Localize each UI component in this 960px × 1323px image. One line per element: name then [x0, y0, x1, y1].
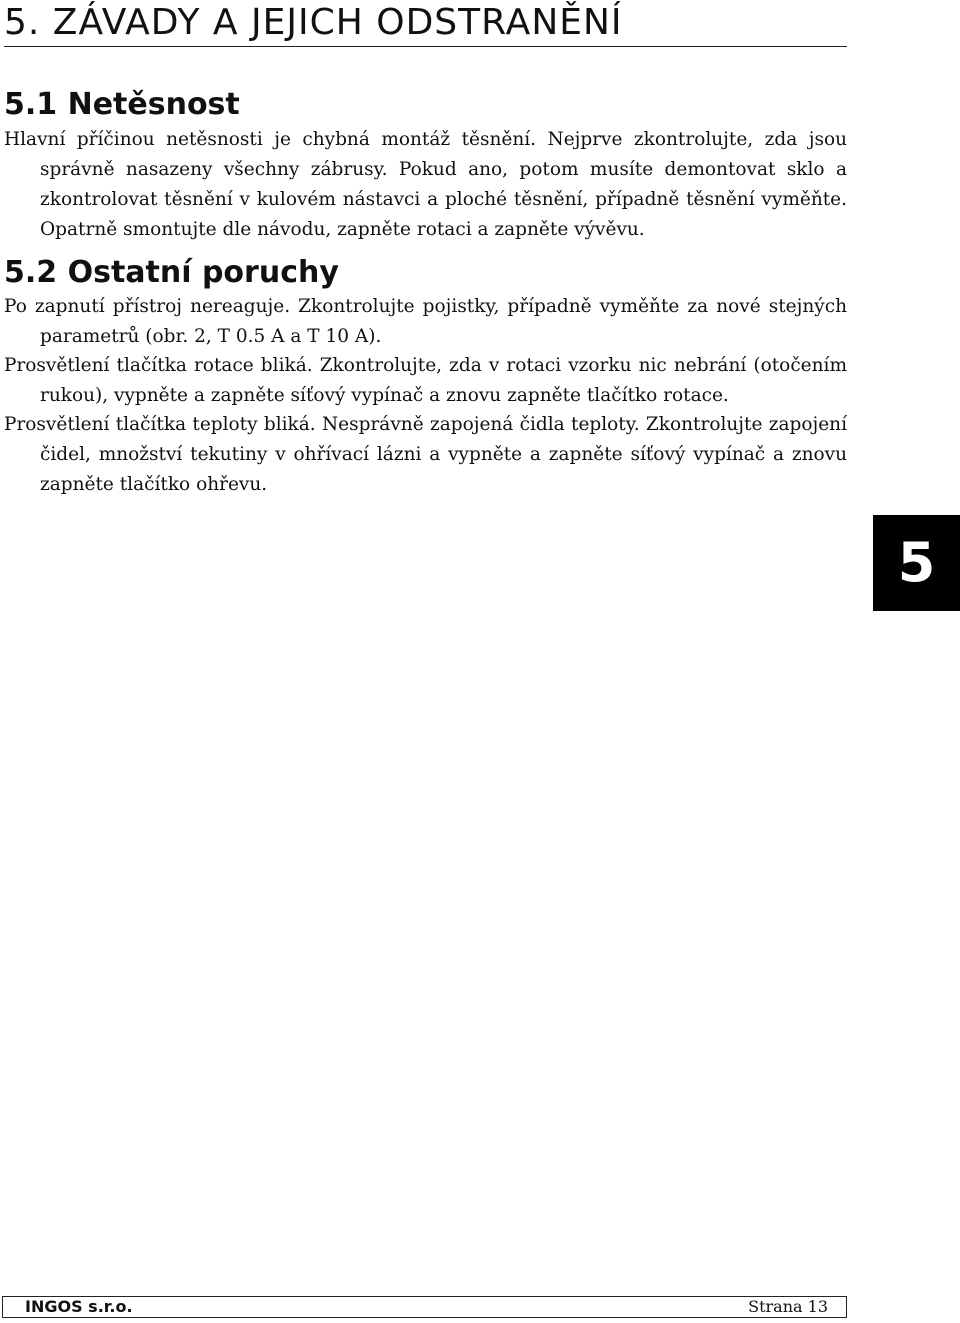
chapter-thumb-tab: 5	[873, 515, 960, 611]
paragraph-temperature-blinking: Prosvětlení tlačítka teploty bliká. Nesprávně zapojená čidla teploty. Zkontrolujte zapojení čidel, množství tekutiny v ohřívací lázni a vypněte a zapněte síťový vypínač a znovu zapněte tlačítko ohřevu.	[4, 414, 847, 495]
footer-company: INGOS s.r.o.	[25, 1297, 133, 1316]
chapter-title: 5. ZÁVADY A JEJICH ODSTRANĚNÍ	[4, 0, 847, 47]
footer-page-number: Strana 13	[748, 1297, 828, 1316]
section-heading-leak: 5.1 Netěsnost	[4, 87, 240, 122]
paragraph-leak: Hlavní příčinou netěsnosti je chybná montáž těsnění. Nejprve zkontrolujte, zda jsou správně nasazeny všechny zábrusy. Pokud ano, potom musíte demontovat sklo a zkontrolovat těsnění v kulovém nástavci a ploché těsnění, případně těsnění vyměňte. Opatrně smontujte dle návodu, zapněte rotaci a zapněte vývěvu.	[4, 129, 847, 240]
paragraph-no-response: Po zapnutí přístroj nereaguje. Zkontrolujte pojistky, případně vyměňte za nové stejných parametrů (obr. 2, T 0.5 A a T 10 A).	[4, 296, 847, 347]
paragraph-rotation-blinking: Prosvětlení tlačítka rotace bliká. Zkontrolujte, zda v rotaci vzorku nic nebrání (otočením rukou), vypněte a zapněte síťový vypínač a znovu zapněte tlačítko rotace.	[4, 355, 847, 406]
section-heading-other-faults: 5.2 Ostatní poruchy	[4, 255, 339, 290]
page-footer	[2, 1296, 847, 1318]
